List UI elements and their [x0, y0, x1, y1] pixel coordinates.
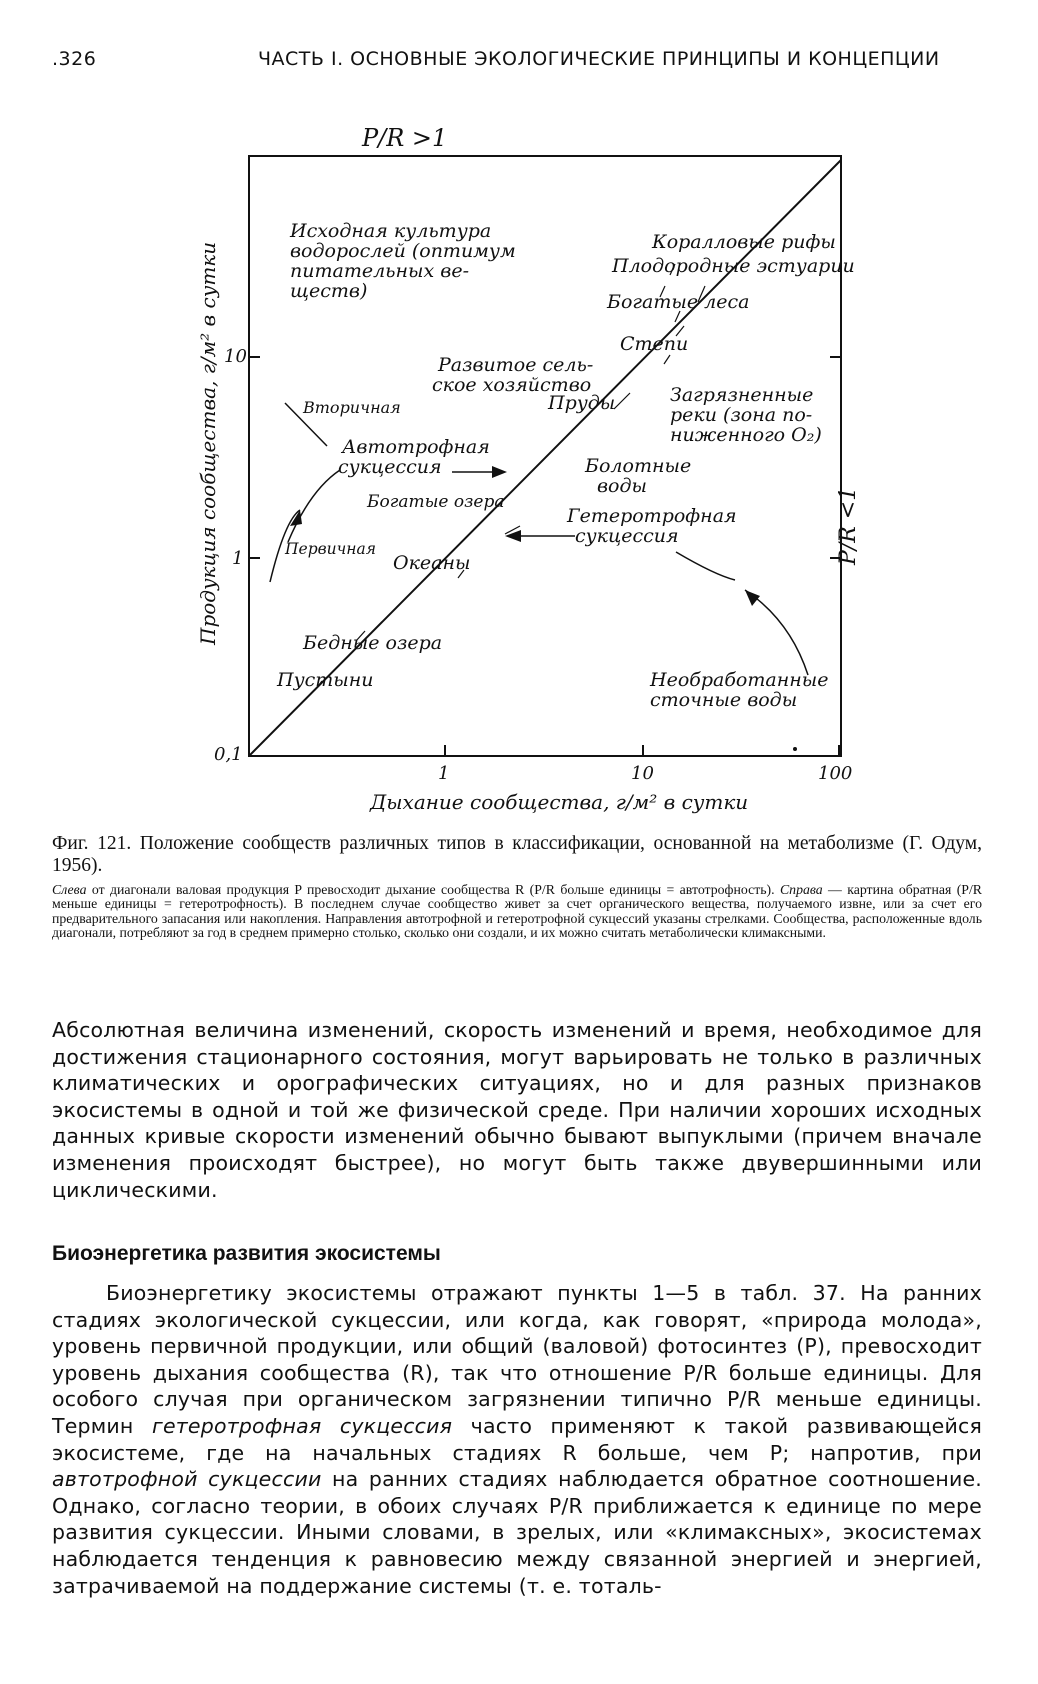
label-swamp-waters: Болотные воды	[585, 455, 692, 497]
y-axis-label: Продукция сообщества, г/м² в сутки	[196, 241, 220, 645]
label-estuaries: Плодородные эстуарии	[612, 255, 855, 277]
section-heading: Биоэнергетика развития экосистемы	[52, 1242, 441, 1265]
label-rich-lakes: Богатые озера	[367, 492, 505, 512]
top-label-pr-gt1: P/R >1	[362, 124, 448, 152]
sewage-arrowhead	[745, 590, 760, 606]
body-paragraph-1: Абсолютная величина изменений, скорость изменений и время, необходимое для достижения стационарного состояния, могут варьировать не только в различных климатических и орографических ситуациях, но и для разных признаков экосистемы в одной и той же физической среде. При наличии хороших исходных данных кривые скорости изменений обычно бывают выпуклыми (причем вначале изменения происходят быстрее), но могут быть также двувершинными или циклическими.	[52, 1018, 982, 1202]
label-oceans: Океаны	[393, 552, 471, 574]
hetero-curve-top	[676, 552, 735, 580]
label-coral-reefs: Коралловые рифы	[652, 231, 836, 253]
x-tick-label-1: 1	[438, 763, 450, 784]
label-ponds: Пруды	[548, 392, 616, 414]
right-label-pr-lt1: P/R <1	[836, 486, 861, 565]
figure-121	[0, 0, 1038, 830]
label-deserts: Пустыни	[277, 669, 374, 691]
figure-plot	[0, 0, 1038, 830]
leader-ponds	[614, 393, 630, 409]
y-tick-label-0-1: 0,1	[214, 744, 243, 765]
primary-curve-upper	[288, 470, 340, 542]
y-tick-label-10: 10	[224, 346, 247, 367]
x-tick-label-10: 10	[631, 763, 654, 784]
label-autotrophic-succession: Автотрофная сукцессия	[338, 436, 490, 478]
body-paragraph-2: Биоэнергетику экосистемы отражают пункты 1—5 в табл. 37. На ранних стадиях экологической сукцессии, или когда, как говорят, «природа молода», уровень первичной продукции, или общий (валовой) фотосинтез (P), превосходит уровень дыхания сообщества (R), так что отношение P/R больше единицы. Для особого случая при органическом загрязнении типично P/R меньше единицы. Термин гетеротрофная сукцессия часто применяют к такой развивающейся экосистеме, где на начальных стадиях R больше, чем P; напротив, при автотрофной сукцессии на ранних стадиях наблюдается обратное соотношение. Однако, согласно теории, в обоих случаях P/R приближается к единице по мере развития сукцессии. Иными словами, в зрелых, или «климаксных», экосистемах наблюдается тенденция к равновесию между связанной энергией и энергией, затрачиваемой на поддержание системы (т. е. тоталь-	[52, 1281, 983, 1598]
label-agriculture: Развитое сель- ское хозяйство	[432, 354, 594, 396]
label-raw-sewage: Необработанные сточные воды	[650, 669, 829, 711]
label-secondary: Вторичная	[303, 398, 401, 417]
label-polluted-rivers: Загрязненные реки (зона по- ниженного O₂)	[670, 384, 822, 446]
stray-dot	[793, 747, 797, 751]
label-steppes: Степи	[620, 333, 689, 355]
label-heterotrophic-succession: Гетеротрофная сукцессия	[567, 505, 737, 547]
hetero-arrowhead	[505, 530, 521, 542]
figure-caption-note: Слева от диагонали валовая продукция P превосходит дыхание сообщества R (P/R больше единицы = автотрофность). Справа — картина обратная (P/R меньше единицы = гетеротрофность). В последнем случае сообщество живет за счет органического вещества, получаемого извне, или за счет его предварительного запасания или накопления. Направления автотрофной и гетеротрофной сукцессий указаны стрелками. Сообщества, расположенные вдоль диагонали, потребляют за год в среднем примерно столько, сколько они создали, и их можно считать метаболически климаксными.	[52, 882, 982, 941]
label-algae-culture: Исходная культура водорослей (оптимум питательных ве- ществ)	[290, 220, 516, 302]
label-forests: Богатые леса	[607, 291, 750, 313]
x-axis-label: Дыхание сообщества, г/м² в сутки	[370, 790, 749, 814]
running-head: ЧАСТЬ I. ОСНОВНЫЕ ЭКОЛОГИЧЕСКИЕ ПРИНЦИПЫ И КОНЦЕПЦИИ	[258, 48, 940, 70]
figure-caption-title: Фиг. 121. Положение сообществ различных типов в классификации, основанной на метаболизме (Г. Одум, 1956).	[52, 833, 982, 876]
auto-arrowhead	[492, 466, 507, 478]
label-primary: Первичная	[285, 540, 376, 558]
page-number: .326	[52, 48, 97, 70]
leader-steppes	[664, 355, 670, 364]
label-poor-lakes: Бедные озера	[303, 632, 443, 654]
y-tick-label-1: 1	[232, 548, 244, 569]
x-tick-label-100: 100	[818, 763, 853, 784]
